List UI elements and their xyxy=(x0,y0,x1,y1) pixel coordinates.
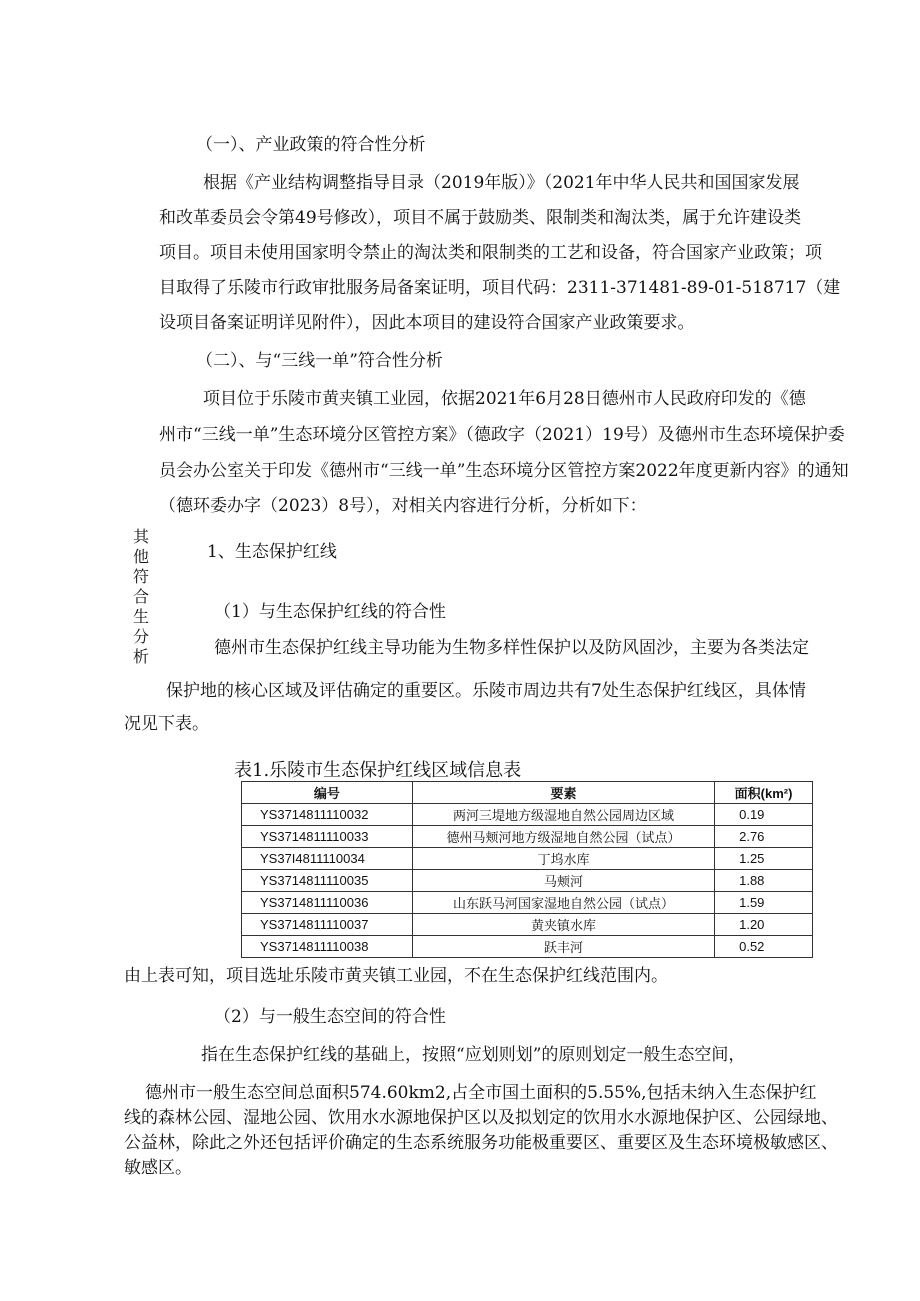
table-conclusion: 由上表可知，项目选址乐陵市黄夹镇工业园，不在生态保护红线范围内。 xyxy=(124,966,668,986)
column-header-area: 面积(km²) xyxy=(715,782,813,804)
sidebar-char: 分 xyxy=(132,627,149,646)
sidebar-char: 符 xyxy=(132,567,149,586)
paragraph-line: 目取得了乐陵市行政审批服务局备案证明，项目代码：2311-371481-89-01-518717（建 xyxy=(159,278,841,298)
sidebar-char: 生 xyxy=(132,607,149,626)
paragraph-line: 员会办公室关于印发《德州市“三线一单”生态环境分区管控方案2022年度更新内容》的通知 xyxy=(159,461,849,481)
cell-area: 1.20 xyxy=(715,914,813,936)
section-heading-three-lines: （二）、与“三线一单”符合性分析 xyxy=(196,351,443,371)
cell-element: 黄夹镇水库 xyxy=(412,914,714,936)
sidebar-char: 合 xyxy=(132,587,149,606)
sidebar-char: 析 xyxy=(132,647,149,666)
red-line-zones-table xyxy=(241,781,813,958)
cell-code: YS3714811110033 xyxy=(242,826,413,848)
table-row xyxy=(242,936,813,958)
cell-code: YS3714811110038 xyxy=(242,936,413,958)
sidebar-char: 他 xyxy=(132,547,149,566)
paragraph-line: 根据《产业结构调整指导目录（2019年版）》（2021年中华人民共和国国家发展 xyxy=(203,173,800,193)
cell-area: 1.59 xyxy=(715,892,813,914)
cell-element: 马颊河 xyxy=(412,870,714,892)
cell-element: 德州马颊河地方级湿地自然公园（试点） xyxy=(412,826,714,848)
cell-code: YS37I4811110034 xyxy=(242,848,413,870)
cell-area: 2.76 xyxy=(715,826,813,848)
paragraph-line: 项目位于乐陵市黄夹镇工业园，依据2021年6月28日德州市人民政府印发的《德 xyxy=(203,389,806,409)
table-row xyxy=(242,870,813,892)
table-row xyxy=(242,914,813,936)
paragraph-line: （德环委办字（2023）8号），对相关内容进行分析，分析如下： xyxy=(159,496,647,516)
cell-element: 山东跃马河国家湿地自然公园（试点） xyxy=(412,892,714,914)
cell-area: 1.25 xyxy=(715,848,813,870)
paragraph-line: 州市“三线一单”生态环境分区管控方案》（德政字（2021）19号）及德州市生态环境保护委 xyxy=(159,425,845,445)
subsection-subheading: （1）与生态保护红线的符合性 xyxy=(214,602,446,622)
cell-element: 丁坞水库 xyxy=(412,848,714,870)
table-row xyxy=(242,804,813,826)
paragraph-line: 保护地的核心区域及评估确定的重要区。乐陵市周边共有7处生态保护红线区，具体情 xyxy=(166,681,806,701)
column-header-code: 编号 xyxy=(242,782,413,804)
cell-code: YS3714811110037 xyxy=(242,914,413,936)
cell-code: YS3714811110032 xyxy=(242,804,413,826)
subsection-heading-general-space: （2）与一般生态空间的符合性 xyxy=(214,1007,446,1027)
table-row xyxy=(242,826,813,848)
cell-code: YS3714811110035 xyxy=(242,870,413,892)
paragraph-line: 敏感区。 xyxy=(124,1158,192,1178)
paragraph-line: 和改革委员会令第49号修改），项目不属于鼓励类、限制类和淘汰类，属于允许建设类 xyxy=(159,208,802,228)
paragraph-line: 公益林，除此之外还包括评价确定的生态系统服务功能极重要区、重要区及生态环境极敏感区、 xyxy=(124,1133,838,1153)
table-row xyxy=(242,892,813,914)
subsection-heading-red-line: 1、生态保护红线 xyxy=(207,542,337,562)
table-header-row xyxy=(242,782,813,804)
paragraph-line: 线的森林公园、湿地公园、饮用水水源地保护区以及拟划定的饮用水水源地保护区、公园绿地、 xyxy=(124,1108,838,1128)
cell-area: 1.88 xyxy=(715,870,813,892)
table-caption: 表1.乐陵市生态保护红线区域信息表 xyxy=(234,760,522,781)
cell-element: 两河三堤地方级湿地自然公园周边区域 xyxy=(412,804,714,826)
cell-area: 0.19 xyxy=(715,804,813,826)
paragraph-line: 项目。项目未使用国家明令禁止的淘汰类和限制类的工艺和设备，符合国家产业政策；项 xyxy=(159,243,822,263)
paragraph-line: 设项目备案证明详见附件），因此本项目的建设符合国家产业政策要求。 xyxy=(159,313,695,333)
paragraph-line: 德州市一般生态空间总面积574.60km2,占全市国土面积的5.55%,包括未纳入生态保护红 xyxy=(145,1083,817,1103)
cell-code: YS3714811110036 xyxy=(242,892,413,914)
paragraph-line: 况见下表。 xyxy=(124,714,209,734)
table-row xyxy=(242,848,813,870)
cell-element: 跃丰河 xyxy=(412,936,714,958)
cell-area: 0.52 xyxy=(715,936,813,958)
paragraph-line: 德州市生态保护红线主导功能为生物多样性保护以及防风固沙，主要为各类法定 xyxy=(214,638,809,658)
column-header-element: 要素 xyxy=(412,782,714,804)
sidebar-char: 其 xyxy=(132,527,149,546)
paragraph-line: 指在生态保护红线的基础上，按照“应划则划”的原则划定一般生态空间， xyxy=(201,1045,746,1065)
vertical-sidebar-label xyxy=(131,527,151,667)
section-heading-industrial-policy: （一）、产业政策的符合性分析 xyxy=(196,135,426,155)
